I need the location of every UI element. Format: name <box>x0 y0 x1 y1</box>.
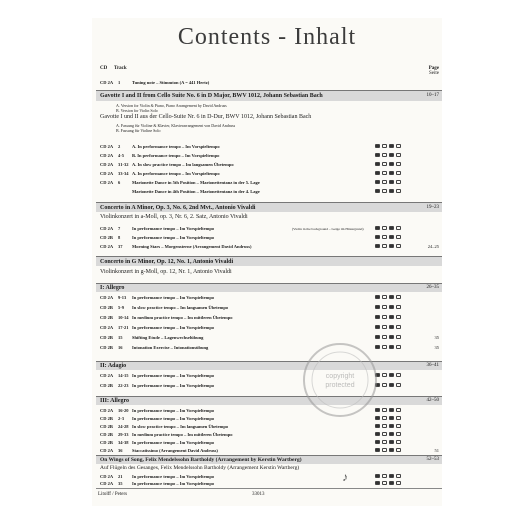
track-page: 51 <box>434 448 439 453</box>
instrument-icon <box>389 144 394 148</box>
instrument-icon <box>375 171 380 175</box>
instrument-icon <box>382 373 387 377</box>
tuning-row: CD 2A 1 Tuning note – Stimmton (A = 441 Hertz) <box>100 80 210 85</box>
cd-label: CD 2A <box>100 180 114 185</box>
track-number: 16-20 <box>118 408 129 413</box>
copyright-stamp <box>300 340 380 420</box>
instrument-icon <box>382 295 387 299</box>
instrument-icon <box>382 162 387 166</box>
instrument-icon <box>382 180 387 184</box>
track-title: A. In performance tempo – Im Vorspieltempo <box>132 171 220 176</box>
track-row <box>100 383 439 390</box>
instrument-icon <box>382 448 387 452</box>
instrument-icon <box>389 432 394 436</box>
instrument-icon <box>375 448 380 452</box>
instrument-icon <box>382 416 387 420</box>
track-number: 2 <box>118 144 121 149</box>
instrument-icon <box>382 432 387 436</box>
track-number: 29-33 <box>118 432 129 437</box>
header-cd: CD <box>100 66 108 71</box>
cd-label: CD 2B <box>100 335 113 340</box>
track-number: 14-15 <box>118 373 129 378</box>
track-number: 5-9 <box>118 305 124 310</box>
instrument-icon <box>396 383 401 387</box>
instrument-icon <box>375 305 380 309</box>
cd-label: CD 2A <box>100 226 114 231</box>
instrument-icon <box>396 226 401 230</box>
cd-label: CD 2B <box>100 235 113 240</box>
instrument-icon <box>389 162 394 166</box>
instrument-icon <box>382 481 387 485</box>
footer-publisher: Litolff / Peters <box>98 492 128 497</box>
instrument-icon <box>396 408 401 412</box>
instrument-icon <box>396 295 401 299</box>
cd-label: CD 2B <box>100 416 113 421</box>
track-title: In performance tempo – Im Vorspieltempo <box>132 416 215 421</box>
track-number: 21 <box>118 474 123 479</box>
playback-icons <box>375 424 401 428</box>
instrument-icon <box>389 305 394 309</box>
cd-label: CD 2A <box>100 144 114 149</box>
stamp-line-1: copyright <box>325 373 355 380</box>
instrument-icon <box>396 162 401 166</box>
instrument-icon <box>389 474 394 478</box>
track-row <box>100 440 439 447</box>
instrument-icon <box>389 373 394 377</box>
cd-label: CD 2B <box>100 440 113 445</box>
playback-icons <box>375 244 401 248</box>
instrument-icon <box>375 162 380 166</box>
instrument-icon <box>389 315 394 319</box>
contents-page: Contents - Inhalt CD Track Page Seite CD 2A 1 Tuning note – Stimmton (A = 441 Hertz) Gavotte I and II from Cello Suite No. 6 in D Major, BWV 1012, Johann Sebastian Bach 10–17 A. Version for Violin & Piano, Piano Arrangement by David Andruss B. Version for Violin Solo Gavotte I und II aus der Cello-Suite Nr. 6 in D-Dur, BWV 1012, Johann Sebastian Bach A. Fassung für Violine & Klavier, Klavierarrangement von David Andruss B. Fassung für Violine Solo CD 2A 2 A. In performance tempo – Im Vorspieltempo CD 2A 4-5 B. In performance tempo – Im Vorspieltempo CD 2A 31-32 A. In slow practice tempo – Im langsamen Übetempo CD 2A 33-34 A. In performance tempo – Im Vorspieltempo CD 2A 6 Marionette Dance in 5th Position – Marionettentanz in der 5. Lage Marionette Dance in 4th Position – Marionettentanz in der 4. Lage Concerto in A Minor, Op. 3, No. 6, 2nd Mvt., Antonio Vivaldi 19–23 Violinkonzert in a-Moll, op. 3, Nr. 6, 2. Satz, Antonio Vivaldi CD 2A 7 In performance tempo – Im Vorspieltempo CD 2B 8 In performance tempo – Im Vorspieltempo CD 2A 37 Morning Stars – Morgensterne (Arrangement David Andruss) 24–25 (Violin in the background – Geige im Hintergrund) Concerto in G Minor, Op. 12, No. 1, Antonio Vivaldi Violinkonzert in g-Moll, op. 12, Nr. 1, Antonio Vivaldi I: Allegro 26–35 CD 2A 9-13 In performance tempo – Im Vorspieltempo CD 2B 5-9 In slow practice tempo – Im langsamen Übetempo CD 2B 10-14 In medium practice tempo – Im mittleren Übetempo CD 2A 17-21 In performance tempo – Im Vorspieltempo CD 2B 15 Shifting Etude – Lagenwechselübung 35 CD 2B 16 Intonation Exercise – Intonationsübung 35 II: Adagio 36–41 CD 2A 14-15 In performance tempo – Im Vorspieltempo CD 2B 22-23 In performance tempo – Im Vorspieltempo III: Allegro 42–50 CD 2A 16-20 In performance tempo – Im Vorspieltempo CD 2B 2-3 In performance tempo – Im Vorspieltempo CD 2B 24-28 In slow practice tempo – Im langsamen Übetempo CD 2B 29-33 In medium practice tempo – Im mittleren Übetempo CD 2B 34-38 In performance tempo – Im Vorspieltempo CD 2A 36 Staccatissimo (Arrangement David Andruss) 51 On Wings of Song, Felix Mendelssohn Bartholdy (Arrangement by Kerstin Wartberg) 52–53 Auf Flügeln des Gesanges, Felix Mendelssohn Bartholdy (Arrangement Kerstin Wartberg) CD 2A 21 In performance tempo – Im Vorspieltempo CD 2A 35 In performance tempo – Im Vorspieltempo Litolff / Peters 33013 ♪ <box>92 18 442 506</box>
playback-icons <box>375 153 401 157</box>
track-row <box>100 244 439 251</box>
playback-icons <box>375 315 401 319</box>
instrument-icon <box>389 424 394 428</box>
instrument-icon <box>396 244 401 248</box>
track-title: In performance tempo – Im Vorspieltempo <box>132 440 215 445</box>
stamp-line-2: protected <box>325 382 355 389</box>
track-row <box>100 144 439 151</box>
playback-icons <box>375 325 401 329</box>
instrument-icon <box>396 345 401 349</box>
track-title: In medium practice tempo – Im mittleren Übetempo <box>132 432 233 437</box>
playback-icons <box>375 226 401 230</box>
instrument-icon <box>382 305 387 309</box>
footer-code: 33013 <box>252 492 265 497</box>
track-row <box>100 345 439 352</box>
track-page: 35 <box>434 345 439 350</box>
section-vivaldi-op12: Concerto in G Minor, Op. 12, No. 1, Antonio Vivaldi <box>96 256 442 266</box>
playback-icons <box>375 481 401 485</box>
instrument-icon <box>382 144 387 148</box>
section-vivaldi-op3: Concerto in A Minor, Op. 3, No. 6, 2nd Mvt., Antonio Vivaldi 19–23 <box>96 202 442 212</box>
instrument-icon <box>389 226 394 230</box>
instrument-icon <box>389 235 394 239</box>
track-title: In performance tempo – Im Vorspieltempo <box>132 325 215 330</box>
section-allegro: I: Allegro 26–35 <box>96 283 442 292</box>
track-number: 6 <box>118 180 121 185</box>
cd-label: CD 2A <box>100 408 114 413</box>
track-number: 36 <box>118 448 123 453</box>
footer-divider <box>96 488 442 489</box>
track-title: In slow practice tempo – Im langsamen Übetempo <box>132 305 229 310</box>
track-title: In performance tempo – Im Vorspieltempo <box>132 295 215 300</box>
track-number: 24-28 <box>118 424 129 429</box>
track-row <box>100 408 439 415</box>
instrument-icon <box>389 416 394 420</box>
track-row <box>100 416 439 423</box>
instrument-icon <box>396 474 401 478</box>
cd-label: CD 2B <box>100 305 113 310</box>
instrument-icon <box>396 416 401 420</box>
track-number: 34-38 <box>118 440 129 445</box>
playback-icons <box>375 162 401 166</box>
playback-icons <box>375 305 401 309</box>
track-title: A. In slow practice tempo – Im langsamen Übetempo <box>132 162 234 167</box>
track-title: Intonation Exercise – Intonationsübung <box>132 345 209 350</box>
instrument-icon <box>382 440 387 444</box>
instrument-icon <box>375 325 380 329</box>
cd-label: CD 2A <box>100 325 114 330</box>
instrument-icon <box>382 383 387 387</box>
cd-label: CD 2B <box>100 345 113 350</box>
instrument-icon <box>382 226 387 230</box>
instrument-icon <box>375 144 380 148</box>
track-row <box>100 325 439 332</box>
track-number: 8 <box>118 235 121 240</box>
track-title: In performance tempo – Im Vorspieltempo <box>132 226 215 231</box>
instrument-icon <box>382 171 387 175</box>
playback-icons <box>375 144 401 148</box>
instrument-icon <box>375 295 380 299</box>
track-title: In performance tempo – Im Vorspieltempo <box>132 373 215 378</box>
section-allegro-iii: III: Allegro 42–50 <box>96 396 442 405</box>
track-number: 10-14 <box>118 315 129 320</box>
cd-label: CD 2A <box>100 481 114 486</box>
header-page: Page Seite <box>428 66 439 76</box>
track-title: Morning Stars – Morgensterne (Arrangement David Andruss) <box>132 244 252 249</box>
cd-label: CD 2A <box>100 244 114 249</box>
instrument-icon <box>389 481 394 485</box>
instrument-icon <box>389 180 394 184</box>
instrument-icon <box>396 424 401 428</box>
cd-label: CD 2B <box>100 424 113 429</box>
section-mendelssohn: On Wings of Song, Felix Mendelssohn Bartholdy (Arrangement by Kerstin Wartberg) 52–53 <box>96 455 442 464</box>
playback-icons <box>375 474 401 478</box>
cd-label: CD 2A <box>100 162 114 167</box>
instrument-icon <box>396 235 401 239</box>
track-row <box>100 424 439 431</box>
track-number: 2-3 <box>118 416 124 421</box>
instrument-icon <box>396 189 401 193</box>
playback-icons <box>375 335 401 339</box>
track-number: 33-34 <box>118 171 129 176</box>
cd-label: CD 2B <box>100 383 113 388</box>
track-row <box>100 474 439 481</box>
playback-icons <box>375 440 401 444</box>
instrument-icon <box>396 153 401 157</box>
track-title: In performance tempo – Im Vorspieltempo <box>132 481 215 486</box>
instrument-icon <box>375 180 380 184</box>
instrument-icon <box>389 244 394 248</box>
page-title: Contents - Inhalt <box>177 24 357 50</box>
track-number: 9-13 <box>118 295 127 300</box>
harp-icon: ♪ <box>342 470 348 484</box>
instrument-icon <box>389 383 394 387</box>
instrument-icon <box>375 244 380 248</box>
playback-icons <box>375 448 401 452</box>
track-title: In slow practice tempo – Im langsamen Übetempo <box>132 424 229 429</box>
track-title: In medium practice tempo – Im mittleren Übetempo <box>132 315 233 320</box>
playback-icons <box>375 180 401 184</box>
instrument-icon <box>382 189 387 193</box>
cd-label: CD 2A <box>100 373 114 378</box>
track-row <box>100 235 439 242</box>
track-title: Staccatissimo (Arrangement David Andruss) <box>132 448 218 453</box>
section-adagio: II: Adagio 36–41 <box>96 361 442 370</box>
instrument-icon <box>389 408 394 412</box>
instrument-icon <box>396 448 401 452</box>
instrument-icon <box>375 424 380 428</box>
track-number: 15 <box>118 335 123 340</box>
playback-icons <box>375 235 401 239</box>
track-number: 17-21 <box>118 325 129 330</box>
instrument-icon <box>382 335 387 339</box>
instrument-icon <box>396 373 401 377</box>
instrument-icon <box>396 481 401 485</box>
cd-label: CD 2A <box>100 171 114 176</box>
instrument-icon <box>389 171 394 175</box>
track-row <box>100 432 439 439</box>
instrument-icon <box>375 440 380 444</box>
track-title: Marionette Dance in 5th Position – Marionettentanz in der 5. Lage <box>132 180 260 185</box>
track-title: A. In performance tempo – Im Vorspieltempo <box>132 144 220 149</box>
instrument-icon <box>382 153 387 157</box>
playback-icons <box>375 189 401 193</box>
instrument-icon <box>396 325 401 329</box>
track-title: In performance tempo – Im Vorspieltempo <box>132 383 215 388</box>
track-title: In performance tempo – Im Vorspieltempo <box>132 474 215 479</box>
instrument-icon <box>389 325 394 329</box>
instrument-icon <box>389 448 394 452</box>
instrument-icon <box>382 424 387 428</box>
instrument-icon <box>389 189 394 193</box>
instrument-icon <box>396 305 401 309</box>
track-row <box>100 189 439 196</box>
instrument-icon <box>382 474 387 478</box>
track-number: 7 <box>118 226 121 231</box>
instrument-icon <box>382 345 387 349</box>
instrument-icon <box>389 295 394 299</box>
track-page: 24–25 <box>427 244 439 249</box>
instrument-icon <box>375 432 380 436</box>
instrument-icon <box>396 180 401 184</box>
track-page: 35 <box>434 335 439 340</box>
cd-label: CD 2B <box>100 432 113 437</box>
instrument-icon <box>396 315 401 319</box>
track-number: 22-23 <box>118 383 129 388</box>
track-title: In performance tempo – Im Vorspieltempo <box>132 408 215 413</box>
instrument-icon <box>389 153 394 157</box>
track-title: In performance tempo – Im Vorspieltempo <box>132 235 215 240</box>
instrument-icon <box>375 474 380 478</box>
instrument-icon <box>375 226 380 230</box>
playback-icons <box>375 295 401 299</box>
playback-icons <box>375 171 401 175</box>
instrument-icon <box>375 189 380 193</box>
cd-label: CD 2A <box>100 295 114 300</box>
cd-label: CD 2B <box>100 315 113 320</box>
track-number: 31-32 <box>118 162 129 167</box>
instrument-icon <box>375 481 380 485</box>
instrument-icon <box>375 235 380 239</box>
instrument-icon <box>382 315 387 319</box>
instrument-icon <box>375 335 380 339</box>
instrument-icon <box>375 153 380 157</box>
track-number: 4-5 <box>118 153 124 158</box>
cd-label: CD 2A <box>100 153 114 158</box>
track-row <box>100 315 439 322</box>
track-row <box>100 153 439 160</box>
instrument-icon <box>389 440 394 444</box>
instrument-icon <box>389 335 394 339</box>
instrument-icon <box>396 144 401 148</box>
header-track: Track <box>114 66 127 71</box>
instrument-icon <box>382 408 387 412</box>
playback-icons <box>375 432 401 436</box>
instrument-icon <box>382 244 387 248</box>
instrument-icon <box>396 440 401 444</box>
track-row <box>100 162 439 169</box>
track-title: Shifting Etude – Lagenwechselübung <box>132 335 204 340</box>
instrument-icon <box>382 325 387 329</box>
instrument-icon <box>389 345 394 349</box>
track-number: 37 <box>118 244 123 249</box>
track-row <box>100 373 439 380</box>
section-gavotte: Gavotte I and II from Cello Suite No. 6 in D Major, BWV 1012, Johann Sebastian Bach 10–17 <box>96 90 442 101</box>
track-row <box>100 171 439 178</box>
instrument-icon <box>375 315 380 319</box>
track-number: 16 <box>118 345 123 350</box>
instrument-icon <box>396 335 401 339</box>
track-title: Marionette Dance in 4th Position – Marionettentanz in der 4. Lage <box>132 189 260 194</box>
instrument-icon <box>382 235 387 239</box>
track-row <box>100 180 439 187</box>
track-row <box>100 295 439 302</box>
track-title: B. In performance tempo – Im Vorspieltempo <box>132 153 220 158</box>
instrument-icon <box>396 432 401 436</box>
track-row <box>100 481 439 488</box>
instrument-icon <box>396 171 401 175</box>
track-row <box>100 226 439 233</box>
cd-label: CD 2A <box>100 448 114 453</box>
track-number: 35 <box>118 481 123 486</box>
track-row <box>100 305 439 312</box>
cd-label: CD 2A <box>100 474 114 479</box>
track-row <box>100 335 439 342</box>
track-row <box>100 448 439 455</box>
